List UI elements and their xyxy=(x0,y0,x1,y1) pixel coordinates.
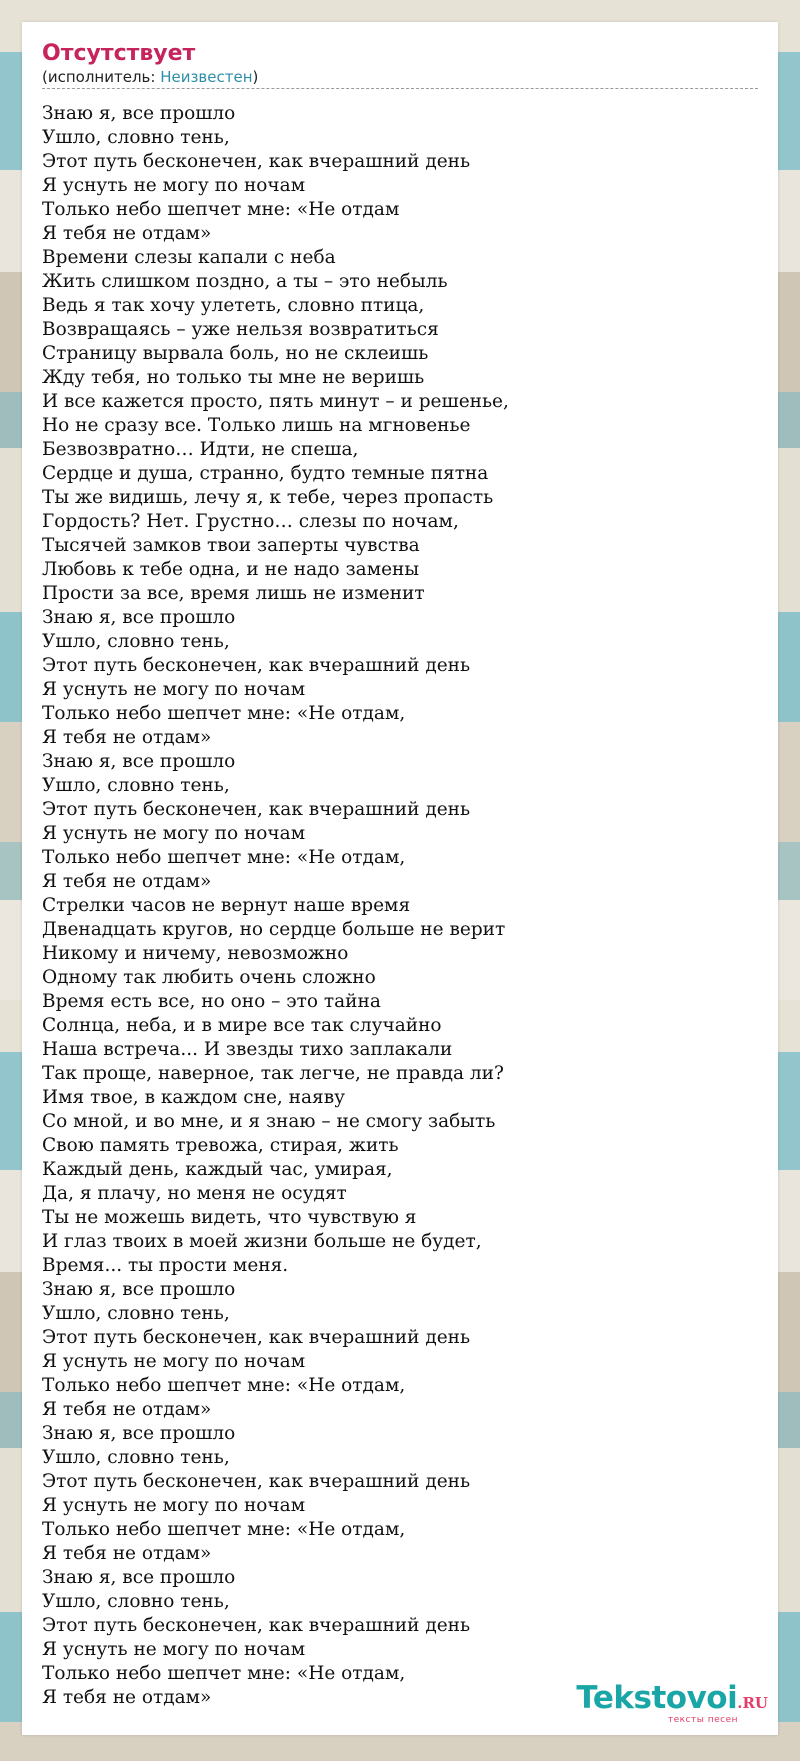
lyric-line: Ведь я так хочу улететь, словно птица, xyxy=(42,295,425,316)
artist-link[interactable]: Неизвестен xyxy=(160,68,253,86)
lyric-line: Знаю я, все прошло xyxy=(42,607,236,628)
lyrics-card xyxy=(22,22,778,1735)
artist-line xyxy=(42,68,758,89)
lyric-line: Я тебя не отдам» xyxy=(42,871,212,892)
lyric-line: Время есть все, но оно – это тайна xyxy=(42,991,381,1012)
lyric-line: Ушло, словно тень, xyxy=(42,1591,230,1612)
lyric-line: Этот путь бесконечен, как вчерашний день xyxy=(42,655,471,676)
lyrics-text xyxy=(42,102,758,1710)
artist-prefix: (исполнитель: xyxy=(42,68,161,86)
lyric-line: Двенадцать кругов, но сердце больше не верит xyxy=(42,919,506,940)
lyric-line: Я тебя не отдам» xyxy=(42,1399,212,1420)
lyric-line: Ушло, словно тень, xyxy=(42,631,230,652)
lyric-line: Страницу вырвала боль, но не склеишь xyxy=(42,343,429,364)
logo-tagline: тексты песен xyxy=(667,1715,738,1725)
lyric-line: Только небо шепчет мне: «Не отдам, xyxy=(42,703,406,724)
lyric-line: Стрелки часов не вернут наше время xyxy=(42,895,411,916)
lyric-line: Я тебя не отдам» xyxy=(42,727,212,748)
lyric-line: Знаю я, все прошло xyxy=(42,1279,236,1300)
lyric-line: Я уснуть не могу по ночам xyxy=(42,175,306,196)
lyric-line: Солнца, неба, и в мире все так случайно xyxy=(42,1015,442,1036)
lyric-line: Ты же видишь, лечу я, к тебе, через пропасть xyxy=(42,487,494,508)
lyric-line: Я уснуть не могу по ночам xyxy=(42,679,306,700)
lyric-line: Только небо шепчет мне: «Не отдам, xyxy=(42,1519,406,1540)
lyric-line: Знаю я, все прошло xyxy=(42,103,236,124)
lyric-line: Жить слишком поздно, а ты – это небыль xyxy=(42,271,448,292)
lyric-line: Я тебя не отдам» xyxy=(42,223,212,244)
song-header xyxy=(42,40,758,89)
site-logo[interactable] xyxy=(548,1681,768,1725)
lyric-line: Со мной, и во мне, и я знаю – не смогу забыть xyxy=(42,1111,496,1132)
lyric-line: И глаз твоих в моей жизни больше не будет, xyxy=(42,1231,482,1252)
lyric-line: Имя твое, в каждом сне, наяву xyxy=(42,1087,346,1108)
lyric-line: Возвращаясь – уже нельзя возвратиться xyxy=(42,319,439,340)
lyric-line: Я тебя не отдам» xyxy=(42,1543,212,1564)
lyric-line: Гордость? Нет. Грустно… слезы по ночам, xyxy=(42,511,459,532)
lyric-line: Жду тебя, но только ты мне не веришь xyxy=(42,367,425,388)
lyric-line: Я уснуть не могу по ночам xyxy=(42,1351,306,1372)
lyric-line: Ушло, словно тень, xyxy=(42,1447,230,1468)
artist-suffix: ) xyxy=(252,68,259,86)
lyric-line: Я уснуть не могу по ночам xyxy=(42,1639,306,1660)
lyric-line: Каждый день, каждый час, умирая, xyxy=(42,1159,393,1180)
song-title: Отсутствует xyxy=(42,41,196,66)
lyric-line: Наша встреча... И звезды тихо заплакали xyxy=(42,1039,453,1060)
lyric-line: Свою память тревожа, стирая, жить xyxy=(42,1135,399,1156)
lyric-line: Я тебя не отдам» xyxy=(42,1687,212,1708)
lyric-line: Только небо шепчет мне: «Не отдам, xyxy=(42,1375,406,1396)
lyric-line: Одному так любить очень сложно xyxy=(42,967,376,988)
lyric-line: Времени слезы капали с неба xyxy=(42,247,336,268)
lyric-line: Тысячей замков твои заперты чувства xyxy=(42,535,420,556)
lyric-line: Я уснуть не могу по ночам xyxy=(42,823,306,844)
lyric-line: Только небо шепчет мне: «Не отдам xyxy=(42,199,400,220)
lyric-line: Так проще, наверное, так легче, не правда ли? xyxy=(42,1063,504,1084)
logo-brand: Tekstovoi xyxy=(576,1680,738,1716)
lyric-line: Время... ты прости меня. xyxy=(42,1255,289,1276)
lyric-line: Этот путь бесконечен, как вчерашний день xyxy=(42,799,471,820)
lyric-line: Ты не можешь видеть, что чувствую я xyxy=(42,1207,417,1228)
logo-tld: .RU xyxy=(737,1694,768,1712)
lyric-line: Знаю я, все прошло xyxy=(42,751,236,772)
lyric-line: Знаю я, все прошло xyxy=(42,1423,236,1444)
lyric-line: Прости за все, время лишь не изменит xyxy=(42,583,425,604)
lyric-line: Только небо шепчет мне: «Не отдам, xyxy=(42,847,406,868)
lyric-line: Да, я плачу, но меня не осудят xyxy=(42,1183,347,1204)
lyric-line: Знаю я, все прошло xyxy=(42,1567,236,1588)
lyric-line: Этот путь бесконечен, как вчерашний день xyxy=(42,1615,471,1636)
lyric-line: Любовь к тебе одна, и не надо замены xyxy=(42,559,420,580)
lyric-line: Этот путь бесконечен, как вчерашний день xyxy=(42,1327,471,1348)
lyric-line: Но не сразу все. Только лишь на мгновенье xyxy=(42,415,471,436)
lyric-line: Ушло, словно тень, xyxy=(42,1303,230,1324)
lyric-line: Ушло, словно тень, xyxy=(42,775,230,796)
lyric-line: Этот путь бесконечен, как вчерашний день xyxy=(42,1471,471,1492)
lyric-line: Ушло, словно тень, xyxy=(42,127,230,148)
lyric-line: Никому и ничему, невозможно xyxy=(42,943,349,964)
lyric-line: Сердце и душа, странно, будто темные пятна xyxy=(42,463,489,484)
lyric-line: Только небо шепчет мне: «Не отдам, xyxy=(42,1663,406,1684)
lyric-line: Я уснуть не могу по ночам xyxy=(42,1495,306,1516)
lyric-line: И все кажется просто, пять минут – и решенье, xyxy=(42,391,509,412)
lyric-line: Безвозвратно… Идти, не спеша, xyxy=(42,439,359,460)
lyric-line: Этот путь бесконечен, как вчерашний день xyxy=(42,151,471,172)
